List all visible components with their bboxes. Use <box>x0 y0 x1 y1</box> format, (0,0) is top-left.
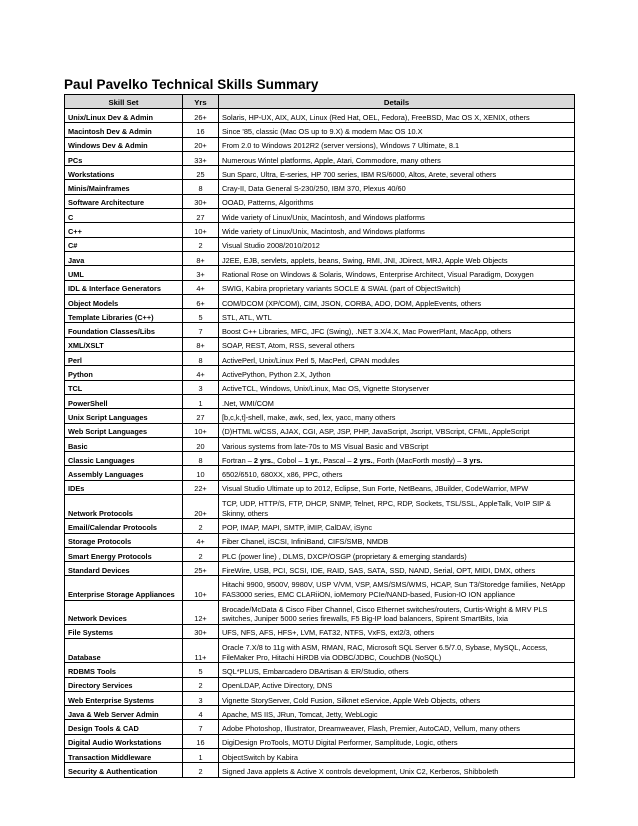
table-row <box>65 706 575 720</box>
details-cell: Wide variety of Linux/Unix, Macintosh, and Windows platforms <box>219 209 575 223</box>
skill-cell: Database <box>65 639 183 663</box>
details-cell: ActivePerl, Unix/Linux Perl 5, MacPerl, CPAN modules <box>219 352 575 366</box>
table-row <box>65 409 575 423</box>
details-cell: UFS, NFS, AFS, HFS+, LVM, FAT32, NTFS, VxFS, ext2/3, others <box>219 624 575 638</box>
table-header-row <box>65 95 575 109</box>
table-row <box>65 380 575 394</box>
skill-cell: Java & Web Server Admin <box>65 706 183 720</box>
table-row <box>65 466 575 480</box>
years-cell: 27 <box>183 209 219 223</box>
table-row <box>65 337 575 351</box>
table-row <box>65 352 575 366</box>
years-cell: 2 <box>183 237 219 251</box>
table-row <box>65 624 575 638</box>
years-cell: 1 <box>183 749 219 763</box>
skill-cell: C# <box>65 237 183 251</box>
details-cell: Visual Studio Ultimate up to 2012, Eclipse, Sun Forte, NetBeans, JBuilder, CodeWarrior, MPW <box>219 480 575 494</box>
years-cell: 2 <box>183 547 219 561</box>
table-row <box>65 194 575 208</box>
skill-cell: Web Enterprise Systems <box>65 691 183 705</box>
table-row <box>65 180 575 194</box>
details-cell: Vignette StoryServer, Cold Fusion, Silknet eService, Apple Web Objects, others <box>219 691 575 705</box>
skill-cell: Classic Languages <box>65 452 183 466</box>
details-cell: Since '85, classic (Mac OS up to 9.X) & modern Mac OS 10.X <box>219 123 575 137</box>
years-cell: 4 <box>183 706 219 720</box>
years-cell: 2 <box>183 519 219 533</box>
details-cell: DigiDesign ProTools, MOTU Digital Performer, Samplitude, Logic, others <box>219 734 575 748</box>
years-cell: 2 <box>183 677 219 691</box>
table-row <box>65 749 575 763</box>
details-cell: Oracle 7.X/8 to 11g with ASM, RMAN, RAC, Microsoft SQL Server 6.5/7.0, Sybase, MySQL, Access, FileMaker Pro, Hitachi HiRDB via ODBC/JDBC, CouchDB (NoSQL) <box>219 639 575 663</box>
table-row <box>65 123 575 137</box>
details-cell: Numerous Wintel platforms, Apple, Atari, Commodore, many others <box>219 151 575 165</box>
years-cell: 5 <box>183 663 219 677</box>
skill-cell: TCL <box>65 380 183 394</box>
details-cell: Signed Java applets & Active X controls development, Unix C2, Kerberos, Shibboleth <box>219 763 575 777</box>
details-cell: Visual Studio 2008/2010/2012 <box>219 237 575 251</box>
details-cell: Apache, MS IIS, JRun, Tomcat, Jetty, WebLogic <box>219 706 575 720</box>
skill-cell: Security & Authentication <box>65 763 183 777</box>
years-cell: 10+ <box>183 423 219 437</box>
table-row <box>65 677 575 691</box>
details-cell: ActivePython, Python 2.X, Jython <box>219 366 575 380</box>
details-cell: Cray-II, Data General S-230/250, IBM 370, Plexus 40/60 <box>219 180 575 194</box>
skill-cell: Storage Protocols <box>65 533 183 547</box>
years-cell: 3 <box>183 691 219 705</box>
skill-cell: Unix Script Languages <box>65 409 183 423</box>
table-row <box>65 323 575 337</box>
table-row <box>65 166 575 180</box>
table-row <box>65 366 575 380</box>
table-row <box>65 720 575 734</box>
table-row <box>65 237 575 251</box>
years-cell: 12+ <box>183 600 219 624</box>
skill-cell: C <box>65 209 183 223</box>
years-cell: 8+ <box>183 337 219 351</box>
table-row <box>65 639 575 663</box>
details-cell: Hitachi 9900, 9500V, 9980V, USP V/VM, VSP, AMS/SMS/WMS, HCAP, Sun T3/Storedge families, NetApp FAS3000 series, EMC CLARiiON, ioMemory PCIe/NAND-based, Fusion-IO ION appliance <box>219 576 575 600</box>
table-row <box>65 600 575 624</box>
skill-cell: Java <box>65 251 183 265</box>
skill-cell: Assembly Languages <box>65 466 183 480</box>
skill-cell: Digital Audio Workstations <box>65 734 183 748</box>
table-row <box>65 394 575 408</box>
details-cell: Adobe Photoshop, Illustrator, Dreamweaver, Flash, Premier, AutoCAD, Vellum, many others <box>219 720 575 734</box>
table-row <box>65 562 575 576</box>
years-emphasis: 3 yrs. <box>463 455 483 465</box>
table-row <box>65 423 575 437</box>
skill-cell: Software Architecture <box>65 194 183 208</box>
skill-cell: XML/XSLT <box>65 337 183 351</box>
table-row <box>65 663 575 677</box>
details-cell: From 2.0 to Windows 2012R2 (server versions), Windows 7 Ultimate, 8.1 <box>219 137 575 151</box>
skills-document <box>64 76 574 778</box>
table-row <box>65 480 575 494</box>
details-cell: Boost C++ Libraries, MFC, JFC (Swing), .NET 3.X/4.X, Mac PowerPlant, MacApp, others <box>219 323 575 337</box>
header-details: Details <box>219 95 575 109</box>
years-cell: 3+ <box>183 266 219 280</box>
years-cell: 30+ <box>183 194 219 208</box>
details-cell: J2EE, EJB, servlets, applets, beans, Swing, RMI, JNI, JDirect, MRJ, Apple Web Objects <box>219 251 575 265</box>
years-cell: 6+ <box>183 294 219 308</box>
years-cell: 10+ <box>183 223 219 237</box>
skill-cell: File Systems <box>65 624 183 638</box>
years-cell: 8+ <box>183 251 219 265</box>
details-cell: OOAD, Patterns, Algorithms <box>219 194 575 208</box>
years-cell: 4+ <box>183 280 219 294</box>
years-cell: 22+ <box>183 480 219 494</box>
years-cell: 8 <box>183 452 219 466</box>
details-cell: Fortran – 2 yrs., Cobol – 1 yr., Pascal – 2 yrs., Forth (MacForth mostly) – 3 yrs. <box>219 452 575 466</box>
document-title: Paul Pavelko Technical Skills Summary <box>64 77 319 92</box>
skill-cell: Workstations <box>65 166 183 180</box>
skill-cell: Windows Dev & Admin <box>65 137 183 151</box>
details-cell: PLC (power line) , DLMS, DXCP/OSGP (proprietary & emerging standards) <box>219 547 575 561</box>
table-row <box>65 280 575 294</box>
table-row <box>65 452 575 466</box>
skill-cell: IDEs <box>65 480 183 494</box>
table-row <box>65 437 575 451</box>
skill-cell: PowerShell <box>65 394 183 408</box>
table-row <box>65 691 575 705</box>
years-cell: 4+ <box>183 366 219 380</box>
table-row <box>65 309 575 323</box>
skill-cell: Network Devices <box>65 600 183 624</box>
skill-cell: Macintosh Dev & Admin <box>65 123 183 137</box>
years-cell: 3 <box>183 380 219 394</box>
skill-cell: C++ <box>65 223 183 237</box>
table-row <box>65 763 575 777</box>
table-row <box>65 137 575 151</box>
skill-cell: Foundation Classes/Libs <box>65 323 183 337</box>
years-cell: 26+ <box>183 109 219 123</box>
years-cell: 11+ <box>183 639 219 663</box>
details-cell: Various systems from late-70s to MS Visual Basic and VBScript <box>219 437 575 451</box>
skill-cell: UML <box>65 266 183 280</box>
table-row <box>65 151 575 165</box>
years-cell: 1 <box>183 394 219 408</box>
skill-cell: Email/Calendar Protocols <box>65 519 183 533</box>
details-cell: Wide variety of Linux/Unix, Macintosh, and Windows platforms <box>219 223 575 237</box>
skill-cell: Design Tools & CAD <box>65 720 183 734</box>
skill-cell: Web Script Languages <box>65 423 183 437</box>
skill-cell: Standard Devices <box>65 562 183 576</box>
table-row <box>65 533 575 547</box>
details-cell: FireWire, USB, PCI, SCSI, IDE, RAID, SAS, SATA, SSD, NAND, Serial, OPT, MIDI, DMX, others <box>219 562 575 576</box>
years-cell: 8 <box>183 352 219 366</box>
table-body <box>65 109 575 778</box>
years-cell: 10 <box>183 466 219 480</box>
table-row <box>65 547 575 561</box>
years-cell: 10+ <box>183 576 219 600</box>
details-cell: SQL*PLUS, Embarcadero DBArtisan & ER/Studio, others <box>219 663 575 677</box>
skill-cell: Network Protocols <box>65 495 183 519</box>
years-cell: 20+ <box>183 137 219 151</box>
years-emphasis: 1 yr. <box>304 455 320 465</box>
skill-cell: Python <box>65 366 183 380</box>
details-cell: [b,c,k,t]-shell, make, awk, sed, lex, yacc, many others <box>219 409 575 423</box>
years-cell: 25 <box>183 166 219 180</box>
table-row <box>65 576 575 600</box>
details-cell: .Net, WMI/COM <box>219 394 575 408</box>
table-row <box>65 294 575 308</box>
details-cell: Sun Sparc, Ultra, E-series, HP 700 series, IBM RS/6000, Altos, Arete, several others <box>219 166 575 180</box>
details-cell: (D)HTML w/CSS, AJAX, CGI, ASP, JSP, PHP, JavaScript, Jscript, VBScript, CFML, AppleScript <box>219 423 575 437</box>
skill-cell: Unix/Linux Dev & Admin <box>65 109 183 123</box>
table-row <box>65 519 575 533</box>
details-cell: TCP, UDP, HTTP/S, FTP, DHCP, SNMP, Telnet, RPC, RDP, Sockets, TSL/SSL, AppleTalk, VoIP SIP & Skinny, others <box>219 495 575 519</box>
skill-cell: Transaction Middleware <box>65 749 183 763</box>
years-cell: 8 <box>183 180 219 194</box>
years-cell: 16 <box>183 734 219 748</box>
skills-table <box>64 94 575 778</box>
details-cell: POP, IMAP, MAPI, SMTP, iMIP, CalDAV, iSync <box>219 519 575 533</box>
table-row <box>65 251 575 265</box>
years-cell: 16 <box>183 123 219 137</box>
details-cell: SOAP, REST, Atom, RSS, several others <box>219 337 575 351</box>
table-row <box>65 223 575 237</box>
details-cell: Fiber Chanel, iSCSI, InfiniBand, CIFS/SMB, NMDB <box>219 533 575 547</box>
skill-cell: Enterprise Storage Appliances <box>65 576 183 600</box>
table-row <box>65 209 575 223</box>
details-cell: OpenLDAP, Active Directory, DNS <box>219 677 575 691</box>
years-cell: 25+ <box>183 562 219 576</box>
skill-cell: Directory Services <box>65 677 183 691</box>
skill-cell: Template Libraries (C++) <box>65 309 183 323</box>
years-cell: 33+ <box>183 151 219 165</box>
skill-cell: IDL & Interface Generators <box>65 280 183 294</box>
skill-cell: Basic <box>65 437 183 451</box>
skill-cell: Minis/Mainframes <box>65 180 183 194</box>
details-cell: ActiveTCL, Windows, Unix/Linux, Mac OS, Vignette Storyserver <box>219 380 575 394</box>
details-cell: Solaris, HP-UX, AIX, AUX, Linux (Red Hat, OEL, Fedora), FreeBSD, Mac OS X, XENIX, others <box>219 109 575 123</box>
years-cell: 30+ <box>183 624 219 638</box>
details-cell: SWIG, Kabira proprietary variants SOCLE & SWAL (part of ObjectSwitch) <box>219 280 575 294</box>
header-years: Yrs <box>183 95 219 109</box>
skill-cell: Smart Energy Protocols <box>65 547 183 561</box>
details-cell: 6502/6510, 680XX, x86, PPC, others <box>219 466 575 480</box>
details-cell: STL, ATL, WTL <box>219 309 575 323</box>
years-cell: 4+ <box>183 533 219 547</box>
table-row <box>65 266 575 280</box>
years-cell: 20 <box>183 437 219 451</box>
years-cell: 5 <box>183 309 219 323</box>
skill-cell: RDBMS Tools <box>65 663 183 677</box>
years-emphasis: 2 yrs. <box>253 455 274 465</box>
table-row <box>65 109 575 123</box>
years-cell: 7 <box>183 323 219 337</box>
details-cell: ObjectSwitch by Kabira <box>219 749 575 763</box>
details-cell: Brocade/McData & Cisco Fiber Channel, Cisco Ethernet switches/routers, Curtis-Wright & MRV PLS switches, Juniper 5000 series firewalls, F5 Big-IP load balancers, Spirent SmartBits, Ixia <box>219 600 575 624</box>
skill-cell: Object Models <box>65 294 183 308</box>
years-cell: 20+ <box>183 495 219 519</box>
years-cell: 2 <box>183 763 219 777</box>
years-emphasis: 2 yrs. <box>353 455 373 465</box>
table-row <box>65 734 575 748</box>
header-skill-set: Skill Set <box>65 95 183 109</box>
years-cell: 7 <box>183 720 219 734</box>
skill-cell: Perl <box>65 352 183 366</box>
years-cell: 27 <box>183 409 219 423</box>
details-cell: COM/DCOM (XP/COM), CIM, JSON, CORBA, ADO, DOM, AppleEvents, others <box>219 294 575 308</box>
skill-cell: PCs <box>65 151 183 165</box>
details-cell: Rational Rose on Windows & Solaris, Windows, Enterprise Architect, Visual Paradigm, Doxygen <box>219 266 575 280</box>
table-row <box>65 495 575 519</box>
